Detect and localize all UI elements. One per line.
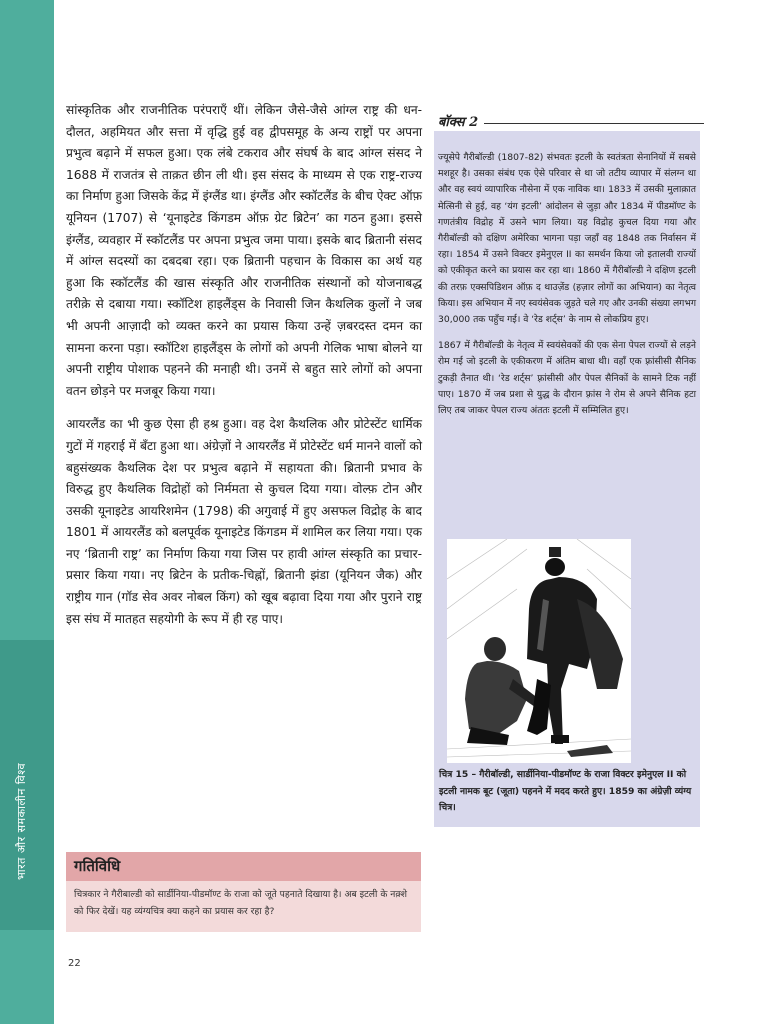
main-text-column [66,100,422,642]
activity-box [66,852,421,932]
book-title-vertical: भारत और समकालीन विश्व [15,762,28,880]
side-strip [0,0,54,1024]
figure-caption: चित्र 15 – गैरीबॉल्डी, सार्डीनिया-पीडमॉण्ट के राजा विक्टर इमेनुएल II को इटली नामक बूट (जूता) पहनने में मदद करते हुए। 1859 का अंग्रेज़ी व्यंग्य चित्र। [439,769,692,813]
box-paragraph: ज्यूसेपे गैरीबॉल्डी (1807-82) संभवतः इटली के स्वतंत्रता सेनानियों में सबसे मशहूर है। उसका संबंध एक ऐसे परिवार से था जो तटीय व्यापार में संलग्न था और वह स्वयं व्यापारिक नौसेना में एक नाविक था। 1833 में उसकी मुलाक़ात मेत्सिनी से हुई, वह ‘यंग इटली’ आंदोलन से जुड़ा और 1834 में पीडमॉण्ट के गणतंत्रीय विद्रोह में उसने भाग लिया। यह विद्रोह कुचल दिया गया और गैरीबॉल्डी को दक्षिण अमेरिका भागना पड़ा जहाँ वह 1848 तक निर्वासन में रहा। 1854 में उसने विक्टर इमेनुएल II का समर्थन किया जो इतालवी राज्यों को एकीकृत करने का प्रयास कर रहा था। 1860 में गैरीबॉल्डी ने दक्षिण इटली की तरफ़ एक्सपिडिशन ऑफ़ द थाउज़ेंड (हज़ार लोगों का अभियान) का नेतृत्व किया। इस अभियान में नए स्वयंसेवक जुड़ते चले गए और उनकी संख्या लगभग 30,000 तक पहुँच गई। वे ‘रेड शर्ट्स’ के नाम से लोकप्रिय हुए। [438,152,696,326]
activity-text: चित्रकार ने गैरीबाल्डी को सार्डीनिया-पीडमॉण्ट के राजा को जूते पहनाते दिखाया है। अब इटली के नक़्शे को फिर देखें। यह व्यंग्यचित्र क्या कहने का प्रयास कर रहा है? [74,889,407,917]
main-paragraph: आयरलैंड का भी कुछ ऐसा ही हश्र हुआ। वह देश कैथलिक और प्रोटेस्टेंट धार्मिक गुटों में गहराई में बँटा हुआ था। अंग्रेज़ों ने आयरलैंड में प्रोटेस्टेंट धर्म मानने वालों को बहुसंख्यक कैथलिक देश पर प्रभुत्व बढ़ाने में सहायता की। ब्रितानी प्रभाव के विरुद्ध हुए कैथलिक विद्रोहों को निर्ममता से कुचल दिया गया। वोल्फ़ टोन और उसकी यूनाइटेड आयरिशमेन (1798) की अगुवाई में हुए असफल विद्रोह के बाद 1801 में आयरलैंड को बलपूर्वक यूनाइटेड किंगडम में शामिल कर लिया गया। एक नए ‘ब्रितानी राष्ट्र’ का निर्माण किया गया जिस पर हावी आंग्ल संस्कृति का प्रचार-प्रसार किया गया। नए ब्रिटेन के प्रतीक-चिह्नों, ब्रितानी झंडा (यूनियन जैक) और राष्ट्रीय गान (गॉड सेव अवर नोबल किंग) को खूब बढ़ावा दिया गया और पुराने राष्ट्र इस संघ में मातहत सहयोगी के रूप में ही रह पाए। [66,417,422,626]
box-text [438,150,696,429]
page-number: 22 [68,958,81,969]
box-title: बॉक्स 2 [438,112,484,130]
cartoon-drawing [447,539,631,763]
box-paragraph: 1867 में गैरीबॉल्डी के नेतृत्व में स्वयंसेवकों की एक सेना पेपल राज्यों से लड़ने रोम गई जो इटली के एकीकरण में अंतिम बाधा थी। वहाँ एक फ़्रांसीसी सैनिक टुकड़ी तैनात थी। ‘रेड शर्ट्स’ फ़्रांसीसी और पेपल सैनिकों के सामने टिक नहीं पाए। 1870 में जब प्रशा से युद्ध के दौरान फ़्रांस ने रोम से अपने सैनिक हटा लिए तब जाकर पेपल राज्य अंततः इटली में सम्मिलित हुए। [438,340,696,417]
activity-heading: गतिविधि [66,852,421,881]
box-header [438,114,704,130]
main-paragraph: सांस्कृतिक और राजनीतिक परंपराएँ थीं। लेकिन जैसे-जैसे आंग्ल राष्ट्र की धन-दौलत, अहमियत और सत्ता में वृद्धि हुई वह द्वीपसमूह के अन्य राष्ट्रों पर अपना प्रभुत्व बढ़ाने में सफल हुआ। एक लंबे टकराव और संघर्ष के बाद आंग्ल संसद ने 1688 में राजतंत्र से ताक़त छीन ली थी। इस संसद के माध्यम से एक राष्ट्र-राज्य का निर्माण हुआ जिसके केंद्र में इंग्लैंड था। इंग्लैंड और स्कॉटलैंड के बीच ऐक्ट ऑफ़ यूनियन (1707) से ‘यूनाइटेड किंगडम ऑफ़ ग्रेट ब्रिटेन’ का गठन हुआ। इससे इंग्लैंड, व्यवहार में स्कॉटलैंड पर अपना प्रभुत्व जमा पाया। इसके बाद ब्रितानी संसद में आंग्ल सदस्यों का दबदबा रहा। एक ब्रितानी पहचान के विकास का अर्थ यह हुआ कि स्कॉटलैंड की खास संस्कृति और राजनीतिक संस्थानों को योजनाबद्ध तरीक़े से दबाया गया। स्कॉटिश हाइलैंड्स के निवासी जिन कैथलिक कुलों ने जब भी अपनी आज़ादी को व्यक्त करने का प्रयास किया उन्हें ज़बरदस्त दमन का सामना करना पड़ा। स्कॉटिश हाइलैंड्स के लोगों को अपनी गेलिक भाषा बोलने या अपनी राष्ट्रीय पोशाक पहनने की मनाही थी। उनमें से बहुत सारे लोगों को अपना वतन छोड़ने पर मजबूर किया गया। [66,103,422,398]
satirical-cartoon-illustration [447,539,631,763]
